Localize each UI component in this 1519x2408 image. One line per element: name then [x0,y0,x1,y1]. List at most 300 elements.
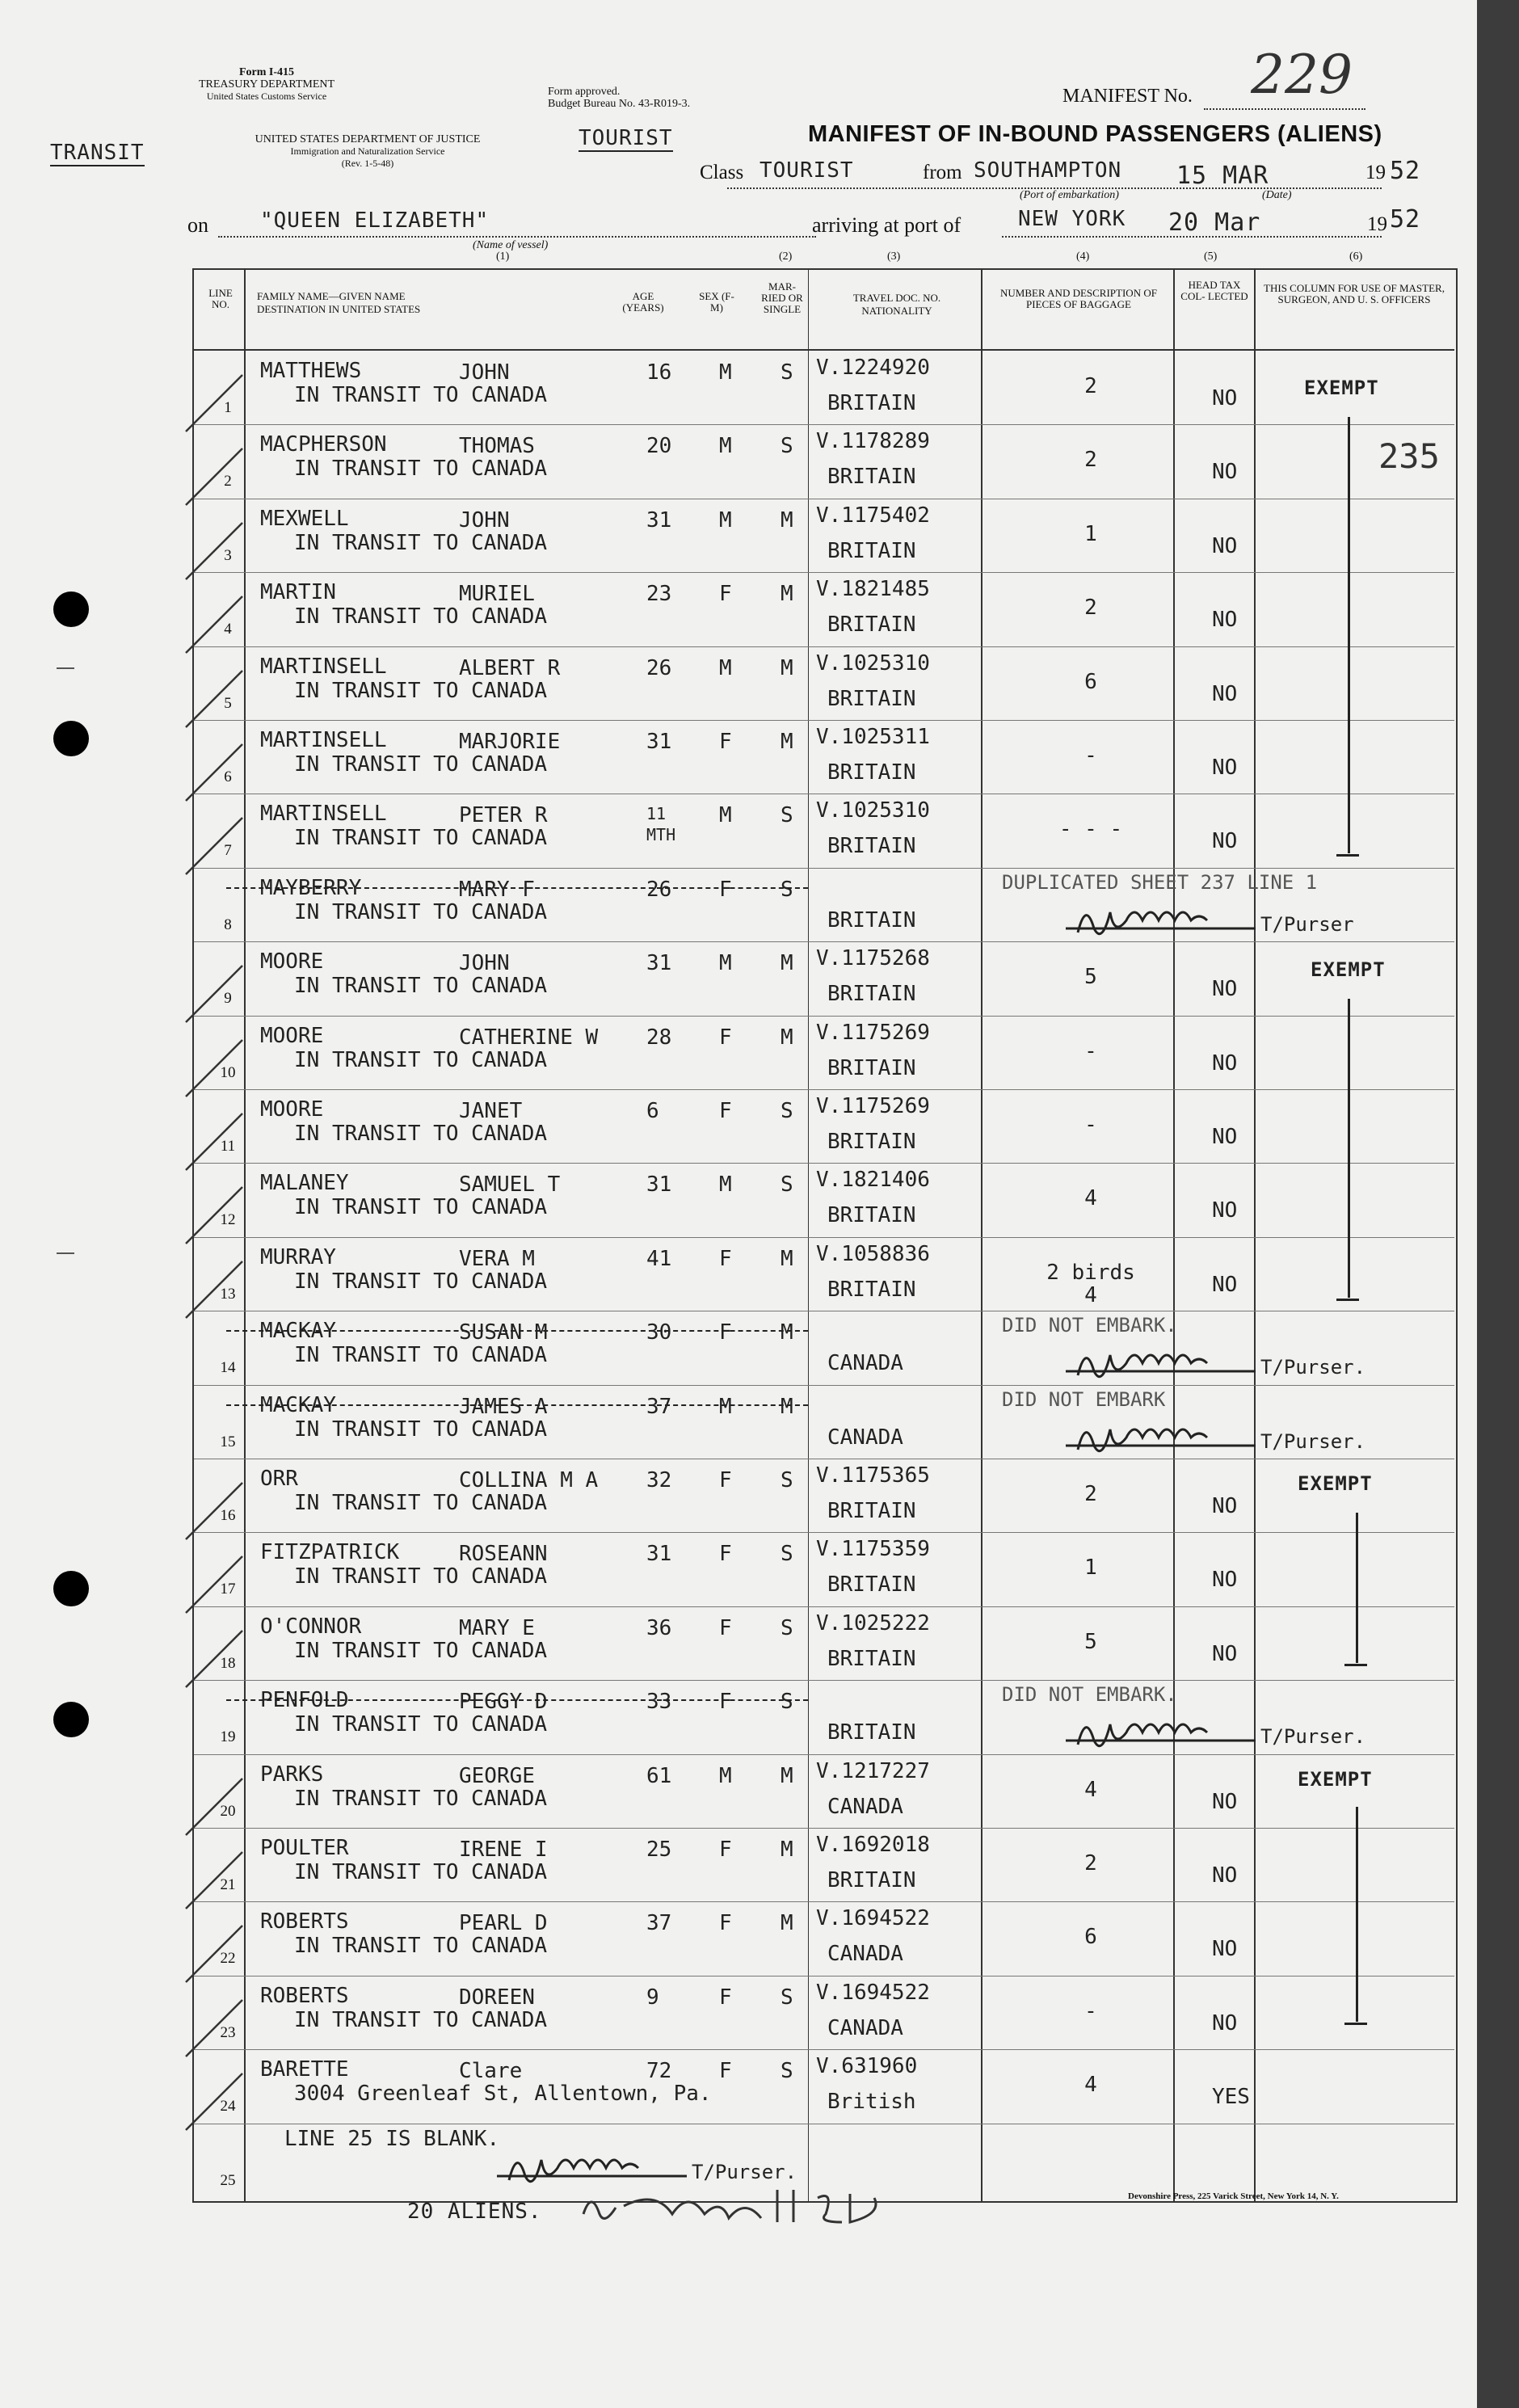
head-tax: NO [1212,2010,1238,2035]
baggage: 6 [1084,1925,1097,1950]
age: 31 [646,507,672,533]
age: 31 [646,730,672,754]
row-divider [194,1163,1454,1164]
row-divider [194,1016,1454,1017]
destination: IN TRANSIT TO CANADA [294,530,548,555]
col-num-4: (4) [1076,250,1090,263]
row-divider [194,1237,1454,1238]
age: 41 [646,1246,672,1271]
check-mark [178,810,250,882]
sex: M [719,951,732,976]
exempt-bracket-arrow [1348,999,1350,1298]
sex: F [719,1320,732,1345]
col-num-2: (2) [779,250,793,263]
destination: IN TRANSIT TO CANADA [294,1195,548,1220]
sex: M [719,360,732,385]
travel-doc-number: V.1694522 [816,1906,930,1931]
purser-signature [1062,900,1264,941]
nationality: BRITAIN [827,613,916,638]
age: 28 [646,1025,672,1050]
age: 36 [646,1615,672,1640]
family-name: MACKAY [260,1392,336,1417]
destination: IN TRANSIT TO CANADA [294,1122,548,1146]
age: 61 [646,1763,672,1788]
col-header-head-tax: HEAD TAX COL- LECTED [1180,279,1248,302]
line-number: 12 [220,1211,236,1229]
footer-signature [575,2182,1076,2230]
line-number: 16 [220,1507,236,1524]
destination: IN TRANSIT TO CANADA [294,826,548,851]
check-mark [178,1253,250,1326]
sex: M [719,803,732,828]
sex: M [719,1763,732,1788]
marital-status: S [781,1099,793,1123]
check-mark [178,1623,250,1695]
exempt-bracket-arrow [1356,1513,1358,1663]
given-name: GEORGE [459,1763,535,1788]
line-number: 1 [224,399,232,416]
check-mark [178,736,250,809]
purser-title: T/Purser. [692,2160,797,2183]
given-name: COLLINA M A [459,1468,599,1492]
punch-hole [53,721,89,756]
punch-hole [53,1702,89,1737]
family-name: MOORE [260,949,324,975]
head-tax: NO [1212,1272,1238,1297]
given-name: JOHN [459,360,510,385]
head-tax: NO [1212,1050,1238,1076]
age: 25 [646,1838,672,1862]
baggage: 2 [1084,1851,1097,1875]
sex: F [719,1099,732,1123]
family-name: MARTINSELL [260,654,387,679]
col-header-baggage: NUMBER AND DESCRIPTION OF PIECES OF BAGGAGE [1000,287,1157,310]
line-number: 11 [220,1138,236,1155]
tourist-stamp: TOURIST [579,126,673,150]
baggage: 2 [1084,1482,1097,1506]
destination: IN TRANSIT TO CANADA [294,1934,548,1959]
sex: F [719,1025,732,1050]
strike-through-line [226,1404,808,1406]
check-mark [178,1918,250,1990]
check-mark [178,663,250,735]
family-name: PARKS [260,1762,324,1787]
margin-mark [57,1252,74,1254]
arriving-label: arriving at port of [812,213,961,237]
line-number: 8 [224,916,232,933]
family-name: ROBERTS [260,1983,349,2008]
ins-label: Immigration and Naturalization Service [290,145,445,157]
line-number: 4 [224,621,232,638]
manifest-title: MANIFEST OF IN-BOUND PASSENGERS (ALIENS) [808,121,1382,147]
destination: 3004 Greenleaf St, Allentown, Pa. [294,2082,712,2107]
budget-number: Budget Bureau No. 43-R019-3. [548,98,691,110]
baggage: 4 [1084,1186,1097,1211]
col-num-5: (5) [1204,250,1218,263]
check-mark [178,2065,250,2138]
head-tax: NO [1212,1789,1238,1814]
travel-doc-number: V.1175268 [816,946,930,971]
family-name: MACKAY [260,1319,336,1344]
row-divider [194,1606,1454,1607]
head-tax: YES [1212,2085,1250,2110]
age: 20 [646,434,672,459]
family-name: MURRAY [260,1244,336,1269]
travel-doc-number: V.1025311 [816,725,930,749]
destination: IN TRANSIT TO CANADA [294,1269,548,1294]
baggage: - [1084,743,1097,768]
line-number: 23 [220,2023,236,2041]
marital-status: S [781,360,793,385]
nationality: BRITAIN [827,1646,916,1671]
travel-doc-number: V.1821485 [816,577,930,602]
blank-line-note: LINE 25 IS BLANK. [284,2126,500,2151]
head-tax: NO [1212,1641,1238,1666]
check-mark [178,515,250,587]
check-mark [178,1992,250,2065]
head-tax: NO [1212,1568,1238,1593]
arrival-date: 20 Mar [1168,208,1261,237]
row-divider [194,1754,1454,1755]
travel-doc-number: V.1692018 [816,1833,930,1857]
line-number: 3 [224,546,232,564]
given-name: PEARL D [459,1911,548,1936]
nationality: BRITAIN [827,760,916,785]
marital-status: S [781,434,793,459]
purser-signature [1062,1417,1264,1458]
form-approved: Form approved. [548,86,621,98]
line-number: 10 [220,1063,236,1081]
purser-signature [1062,1343,1264,1383]
nationality: BRITAIN [827,834,916,859]
sex: F [719,582,732,607]
footer-total: 20 ALIENS. [407,2200,542,2224]
age: 26 [646,877,672,902]
given-name: MARJORIE [459,730,561,754]
row-note: DID NOT EMBARK [1002,1387,1166,1411]
baggage: - - - [1058,817,1123,842]
line-number: 17 [220,1581,236,1598]
check-mark [178,1179,250,1252]
marital-status: M [781,730,793,754]
destination: IN TRANSIT TO CANADA [294,678,548,703]
baggage: 5 [1084,1629,1097,1654]
departure-date: 15 MAR [1176,162,1269,190]
sex: F [719,1911,732,1936]
line-number: 9 [224,990,232,1008]
destination: IN TRANSIT TO CANADA [294,1343,548,1368]
family-name: MOORE [260,1023,324,1048]
sex: F [719,1542,732,1567]
travel-doc-number: V.1217227 [816,1758,930,1783]
exempt-label: EXEMPT [1311,958,1386,981]
travel-doc-number: V.1175269 [816,1020,930,1045]
exempt-label: EXEMPT [1304,377,1379,399]
age: 31 [646,1172,672,1198]
head-tax: NO [1212,1198,1238,1223]
col-num-1: (1) [496,250,510,263]
destination: IN TRANSIT TO CANADA [294,899,548,924]
age: 33 [646,1690,672,1715]
family-name: MATTHEWS [260,359,362,383]
given-name: MURIEL [459,582,535,607]
baggage: 1 [1084,1556,1097,1581]
family-name: MACPHERSON [260,432,387,457]
line-number: 15 [220,1433,236,1450]
purser-title: T/Purser. [1260,1429,1366,1453]
destination: IN TRANSIT TO CANADA [294,1417,548,1442]
baggage: 2 [1084,596,1097,621]
baggage: - [1084,1113,1097,1137]
from-port: SOUTHAMPTON [974,158,1122,183]
row-note: DID NOT EMBARK. [1002,1683,1177,1707]
given-name: ALBERT R [459,655,561,680]
sex: F [719,1690,732,1715]
family-name: MARTINSELL [260,728,387,752]
marital-status: S [781,803,793,828]
baggage: 2 [1084,374,1097,398]
nationality: CANADA [827,1351,903,1376]
nationality: BRITAIN [827,1572,916,1598]
marital-status: M [781,1838,793,1862]
sex: M [719,1394,732,1419]
baggage: 5 [1084,965,1097,990]
col-header-nationality: NATIONALITY [861,305,932,317]
marital-status: M [781,655,793,680]
purser-title: T/Purser [1260,912,1354,936]
marital-status: S [781,1542,793,1567]
row-divider [194,1385,1454,1386]
marital-status: S [781,1172,793,1198]
marital-status: M [781,582,793,607]
line-number: 24 [220,2098,236,2115]
col-header-line: LINE NO. [208,287,233,310]
vessel-name: "QUEEN ELIZABETH" [260,208,490,233]
purser-title: T/Purser. [1260,1725,1366,1749]
col-header-married: MAR- RIED OR SINGLE [761,280,803,315]
margin-mark [57,667,74,669]
check-mark [178,1548,250,1621]
family-name: MEXWELL [260,506,349,531]
given-name: CATHERINE W [459,1025,599,1050]
given-name: PEGGY D [459,1690,548,1715]
head-tax: NO [1212,1937,1238,1962]
given-name: THOMAS [459,434,535,459]
page-number-stamp: 235 [1378,436,1440,476]
given-name: JOHN [459,507,510,533]
head-tax: NO [1212,1863,1238,1888]
sex: M [719,1172,732,1198]
line-number: 22 [220,1950,236,1968]
baggage: 2 birds 4 [1046,1260,1135,1307]
nationality: BRITAIN [827,1055,916,1080]
family-name: ORR [260,1467,298,1491]
family-name: BARETTE [260,2057,349,2082]
head-tax: NO [1212,1494,1238,1518]
strike-through-line [226,887,808,889]
transit-stamp: TRANSIT [50,141,145,165]
family-name: MOORE [260,1097,324,1122]
check-mark [178,1105,250,1178]
line-number: 19 [220,1728,236,1746]
marital-status: M [781,507,793,533]
marital-status: M [781,1320,793,1345]
destination: IN TRANSIT TO CANADA [294,1712,548,1737]
col-num-6: (6) [1349,250,1363,263]
sex: F [719,1985,732,2010]
sex: F [719,1246,732,1271]
from-label: from [923,162,962,183]
customs-label: United States Customs Service [206,91,327,102]
line-number: 6 [224,768,232,785]
strike-through-line [226,1330,808,1332]
head-tax: NO [1212,533,1238,558]
col-header-travel-doc: TRAVEL DOC. NO. [852,292,941,304]
age: 72 [646,2059,672,2084]
given-name: Clare [459,2059,523,2084]
travel-doc-number: V.1178289 [816,429,930,454]
rev-label: (Rev. 1-5-48) [341,158,394,169]
destination: IN TRANSIT TO CANADA [294,1638,548,1663]
line-number: 14 [220,1359,236,1377]
embark-label: (Port of embarkation) [1020,189,1119,201]
arrival-port: NEW YORK [1018,207,1126,231]
sex: M [719,507,732,533]
manifest-number-label: MANIFEST No. [1062,86,1193,107]
destination: IN TRANSIT TO CANADA [294,457,548,482]
given-name: IRENE I [459,1838,548,1862]
baggage: - [1084,1038,1097,1063]
family-name: ROBERTS [260,1909,349,1934]
check-mark [178,958,250,1030]
baggage: 4 [1084,2073,1097,2098]
form-number: Form I-415 [238,66,295,78]
marital-status: M [781,951,793,976]
check-mark [178,1844,250,1917]
line-number: 20 [220,1802,236,1820]
marital-status: M [781,1394,793,1419]
marital-status: S [781,1690,793,1715]
marital-status: M [781,1246,793,1271]
family-name: O'CONNOR [260,1614,362,1639]
exempt-label: EXEMPT [1298,1768,1373,1791]
baggage: 2 [1084,448,1097,473]
head-tax: NO [1212,386,1238,410]
destination: IN TRANSIT TO CANADA [294,1564,548,1589]
row-divider [194,424,1454,425]
row-divider [194,868,1454,869]
marital-status: M [781,1763,793,1788]
col-header-officers: THIS COLUMN FOR USE OF MASTER, SURGEON, AND U. S. OFFICERS [1264,282,1445,305]
family-name: POULTER [260,1836,349,1860]
given-name: JAMES A [459,1394,548,1419]
family-name: MAYBERRY [260,875,362,900]
check-mark [178,1475,250,1547]
given-name: MARY E [459,1615,535,1640]
nationality: BRITAIN [827,907,916,932]
age: 37 [646,1911,672,1936]
nationality: BRITAIN [827,538,916,563]
nationality: British [827,2090,916,2115]
line-number: 13 [220,1285,236,1303]
row-divider [194,646,1454,647]
head-tax: NO [1212,681,1238,706]
col-header-destination: DESTINATION IN UNITED STATES [257,303,421,315]
line-number: 21 [220,1876,236,1893]
row-note: DUPLICATED SHEET 237 LINE 1 [1002,870,1318,894]
line-number: 5 [224,694,232,712]
sex: F [719,877,732,902]
vessel-label: (Name of vessel) [473,239,549,251]
nationality: BRITAIN [827,1130,916,1154]
family-name: FITZPATRICK [260,1540,400,1565]
sex: F [719,2059,732,2084]
baggage: 1 [1084,521,1097,546]
punch-hole [53,1571,89,1606]
age: 11 MTH [646,804,676,845]
date-label: (Date) [1262,189,1292,201]
travel-doc-number: V.1058836 [816,1241,930,1266]
nationality: CANADA [827,1794,903,1819]
check-mark [178,1032,250,1105]
check-mark [178,588,250,661]
nationality: BRITAIN [827,982,916,1007]
row-divider [194,1901,1454,1902]
destination: IN TRANSIT TO CANADA [294,604,548,629]
col-header-sex: SEX (F-M) [699,290,734,314]
check-mark [178,440,250,513]
year-prefix-1: 19 [1365,162,1386,183]
check-mark [178,1770,250,1843]
marital-status: S [781,2059,793,2084]
travel-doc-number: V.1175359 [816,1537,930,1562]
baggage: 6 [1084,669,1097,694]
travel-doc-number: V.1025222 [816,1610,930,1636]
head-tax: NO [1212,756,1238,780]
destination: IN TRANSIT TO CANADA [294,2007,548,2032]
class-value: TOURIST [760,158,854,183]
sex: F [719,1468,732,1492]
travel-doc-number: V.631960 [816,2054,918,2079]
strike-through-line [226,1699,808,1701]
family-name: PENFOLD [260,1688,349,1713]
arrival-year: 52 [1390,205,1421,234]
manifest-number: 229 [1251,44,1353,106]
exempt-bracket-arrow [1356,1807,1358,2022]
sex: M [719,655,732,680]
row-divider [194,720,1454,721]
travel-doc-number: V.1821406 [816,1168,930,1193]
destination: IN TRANSIT TO CANADA [294,1491,548,1515]
given-name: ROSEANN [459,1542,548,1567]
given-name: PETER R [459,803,548,828]
given-name: SUSAN M [459,1320,548,1345]
baggage: 4 [1084,1777,1097,1802]
destination: IN TRANSIT TO CANADA [294,1047,548,1072]
destination: IN TRANSIT TO CANADA [294,383,548,407]
destination: IN TRANSIT TO CANADA [294,752,548,777]
age: 32 [646,1468,672,1492]
col-header-name: FAMILY NAME—GIVEN NAME [257,290,406,302]
given-name: JOHN [459,951,510,976]
head-tax: NO [1212,1125,1238,1149]
row-divider [194,941,1454,942]
nationality: BRITAIN [827,1868,916,1892]
family-name: MALANEY [260,1171,349,1196]
travel-doc-number: V.1175402 [816,503,930,528]
justice-label: UNITED STATES DEPARTMENT OF JUSTICE [255,133,481,145]
class-label: Class [700,162,744,183]
